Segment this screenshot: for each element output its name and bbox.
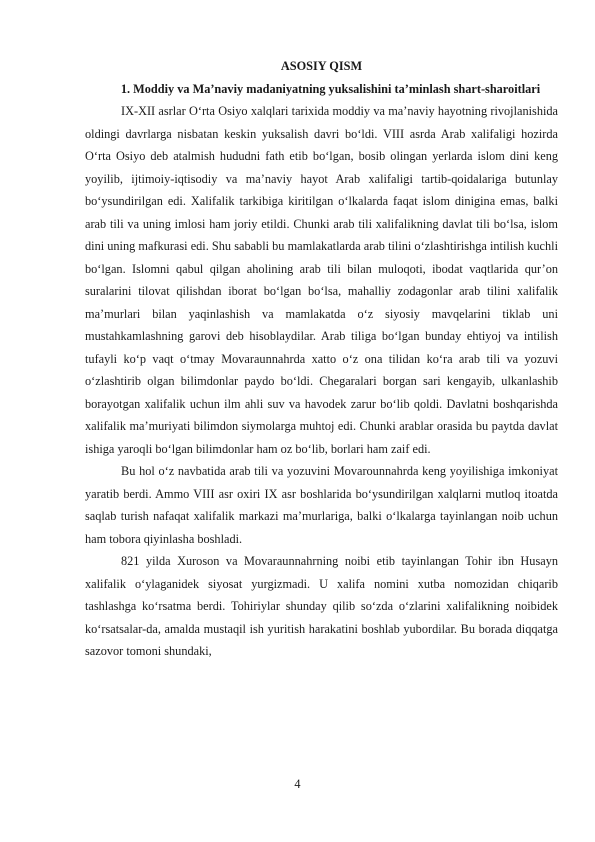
- paragraph-1: IX-XII asrlar O‘rta Osiyo xalqlari tarixida moddiy va ma’naviy hayotning rivojlanishida oldingi davrlarga nisbatan keskin yuksalish davri bo‘ldi. VIII asrda Arab xalifaligi hozirda O‘rta Osiyo deb atalmish hududni fath etib bo‘lgan, bosib olingan yerlarda islom dini keng yoyilib, ijtimoiy-iqtisodiy va ma’naviy hayot Arab xalifaligi tartib-qoidalariga butunlay bo‘ysundirilgan edi. Xalifalik tarkibiga kiritilgan o‘lkalarda faqat islom diniginа emas, balki arab tili va uning imlosi ham joriy etildi. Chunki arab tili xalifalikning davlat tili bo‘lsa, islom dini uning mafkurasi edi. Shu sababli bu mamlakatlarda arab tilini o‘zlashtirishga intilish kuchli bo‘lgan. Islomni qabul qilgan aholining arab tili bilan muloqoti, ibodat vaqtlarida qur’on suralarini tilovat qilishdan iborat bo‘lgan bo‘lsa, mahalliy zodagonlar arab tilini xalifalik ma’murlari bilan yaqinlashish va mamlakatda o‘z siyosiy mavqelarini tiklab uni mustahkamlashning garovi deb hisoblaydilar. Arab tiliga bo‘lgan bunday ehtiyoj va intilish tufayli ko‘p vaqt o‘tmay Movaraunnahrda xatto o‘z ona tilidan ko‘ra arab tili va yozuvi o‘zlashtirib olgan bilimdonlar paydo bo‘ldi. Chegaralari borgan sari kengayib, ulkanlashib borayotgan xalifalik uchun ilm ahli suv va havodek zarur bo‘lib qoldi. Davlatni boshqarishda xalifalik ma’muriyati bilimdon siymolarga muhtoj edi. Chunki arablar orasida bu paytda davlat ishiga yaroqli bo‘lgan bilimdonlar ham oz bo‘lib, borlari ham zaif edi.: [85, 104, 558, 456]
- page-content: [85, 55, 558, 663]
- section-title: ASOSIY QISM: [280, 59, 363, 73]
- paragraph-2: Bu hol o‘z navbatida arab tili va yozuvini Movarounnahrda keng yoyilishiga imkoniyat yaratib berdi. Ammo VIII asr oxiri IX asr boshlarida bo‘ysundirilgan xalqlarni mutloq itoatda saqlab turish nafaqat xalifalik markazi ma’murlariga, balki o‘lkalarga tayinlangan noib uchun ham tobora qiyinlasha boshladi.: [85, 464, 558, 546]
- chapter-heading: 1. Moddiy va Ma’naviy madaniyatning yuksalishini ta’minlash shart-sharoitlari: [120, 81, 541, 96]
- paragraph-3: 821 yilda Xuroson va Movaraunnahrning noibi etib tayinlangan Tohir ibn Husayn xalifalik o‘ylaganidek siyosat yurgizmadi. U xalifa nomini xutba nomozidan chiqarib tashlashga ko‘rsatma berdi. Tohiriylar shunday qilib so‘zda o‘zlarini xalifalikning noibidek ko‘rsatsalar-da, amalda mustaqil ish yuritish harakatini boshlab yubordilar. Bu borada diqqatga sazovor tomoni shundaki,: [85, 554, 558, 658]
- page-number: 4: [294, 777, 301, 791]
